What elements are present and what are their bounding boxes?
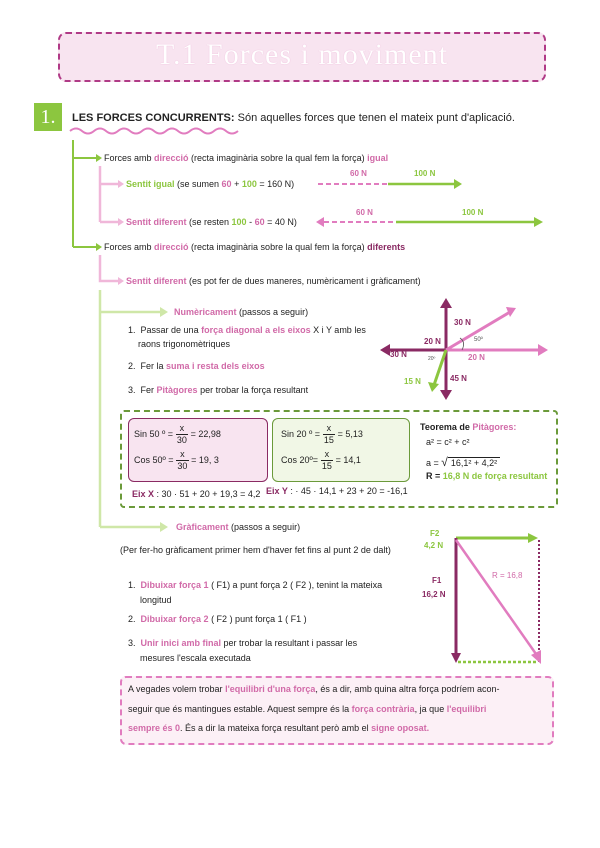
- calc1-row1: [134, 423, 221, 446]
- num-step-1-a: Passar de una: [140, 325, 202, 335]
- sentit-diferent-minus: -: [246, 217, 255, 227]
- same-direction-kw2: igual: [367, 153, 389, 163]
- graf-step-3-n: 3.: [128, 638, 136, 648]
- section-definition: Són aquelles forces que tenen el mateix punt d'aplicació.: [237, 112, 515, 124]
- vd-label-20n-right: 20 N: [468, 353, 485, 362]
- eix-x-label: Eix X: [132, 489, 155, 499]
- gd-f1-value: 16,2 N: [422, 590, 446, 599]
- pitagores-title: [420, 422, 516, 432]
- graf-step-1-n: 1.: [128, 580, 136, 590]
- eix-y-line: [266, 486, 408, 496]
- graf-step-1-kw: Dibuixar força 1: [140, 580, 209, 590]
- calc2-r2-den: 15: [321, 461, 332, 471]
- sentit-igual-line: [126, 179, 294, 189]
- same-direction-mid: (recta imaginària sobre la qual fem la força): [188, 153, 368, 163]
- arrow-label-60n-diferent: 60 N: [356, 208, 373, 217]
- arrowhead-100n-igual: [454, 179, 462, 189]
- vd-label-30n-diag: 30 N: [454, 318, 471, 327]
- arrow-label-100n-igual: 100 N: [414, 169, 436, 178]
- graficament-label: Gràficament: [176, 522, 229, 532]
- pink-arrowhead-igual: [118, 180, 124, 188]
- graf-step-1: [128, 580, 382, 590]
- calc2-r2-frac: [321, 449, 334, 472]
- pitagores-line3: [426, 471, 547, 481]
- gd-f2-value: 4,2 N: [424, 541, 444, 550]
- calc2-r1-res: = 5,13: [337, 428, 363, 439]
- num-step-2: [128, 361, 265, 371]
- graficament-line: [176, 522, 300, 532]
- sentit-igual-v1: 60: [221, 179, 232, 189]
- calc2-r1-den: 15: [323, 435, 334, 445]
- calc1-r2-frac: [176, 449, 189, 472]
- calc1-r2-den: 30: [177, 461, 188, 471]
- numericament-line: [174, 307, 308, 317]
- vd-label-20deg: 20º: [428, 356, 436, 362]
- calc1-r2-left: Cos 50º =: [134, 454, 174, 465]
- num-step-1: [128, 325, 366, 335]
- gd-r-label: R = 16,8: [492, 571, 523, 580]
- pitagores-line3-pre: R =: [426, 471, 443, 481]
- num-step-1-n: 1.: [128, 325, 136, 335]
- sentit-diferent2-line: [126, 276, 421, 286]
- graf-step-2-n: 2.: [128, 614, 136, 624]
- calc1-r1-num: x: [176, 423, 189, 435]
- vd-label-20n-up: 20 N: [424, 337, 441, 346]
- calc2-r2-res: = 14,1: [335, 454, 361, 465]
- tree-arrowhead-same: [96, 154, 102, 162]
- calc2-row2: [281, 449, 361, 472]
- graphic-diagram: [451, 533, 541, 664]
- sentit-igual-label: Sentit igual: [126, 179, 175, 189]
- pink-arrowhead-diferent-2: [118, 277, 124, 285]
- diff-direction-kw2: diferents: [367, 242, 406, 252]
- sentit-diferent-line: [126, 217, 297, 227]
- tree-arrowhead-diff: [96, 243, 102, 251]
- calc2-r1-left: Sin 20 º =: [281, 428, 321, 439]
- numericament-label: Numèricament: [174, 307, 237, 317]
- note-l1-b: , és a dir, amb quina altra força podríem acon-: [315, 684, 500, 694]
- note-l2-kw: força contrària: [351, 704, 415, 714]
- note-l1-a: A vegades volem trobar: [128, 684, 226, 694]
- graf-step-1-b: longitud: [140, 595, 172, 605]
- section-number: 1.: [34, 103, 62, 131]
- eix-x-text: : 30 · 51 + 20 + 19,3 = 4,2: [154, 489, 261, 499]
- lightgreen-arrowhead-num: [160, 307, 168, 317]
- graf-step-2: [128, 614, 307, 624]
- num-step-3-b: per trobar la força resultant: [197, 385, 309, 395]
- arrowhead-100n-diferent: [534, 217, 543, 227]
- pitagores-line2: [426, 455, 500, 469]
- pitagores-line3-kw: 16,8 N de força resultant: [442, 471, 548, 481]
- pink-branch-line-2: [100, 255, 118, 281]
- pitagores-line1: a² = c² + c²: [426, 437, 470, 447]
- num-step-3-a: Fer: [140, 385, 157, 395]
- diff-direction-pre: Forces amb: [104, 242, 155, 252]
- num-step-1-c: raons trigonomètriques: [138, 339, 231, 349]
- sentit-diferent-label: Sentit diferent: [126, 217, 187, 227]
- note-l2-a: seguir que és mantingues estable. Aquest sempre és la: [128, 704, 352, 714]
- pink-arrowhead-diferent: [118, 218, 124, 226]
- calc2-r2-left: Cos 20º=: [281, 454, 319, 465]
- calc1-r1-den: 30: [176, 435, 187, 445]
- vd-label-30n-left: 30 N: [390, 350, 407, 359]
- note-line-3: [128, 723, 429, 733]
- sentit-igual-v2: 100: [241, 179, 257, 189]
- graf-step-3-a: per trobar la resultant i passar les: [221, 638, 358, 648]
- note-line-2: [128, 704, 486, 714]
- eix-y-label: Eix Y: [266, 486, 288, 496]
- num-step-2-n: 2.: [128, 361, 136, 371]
- sentit-igual-text-b: = 160 N): [256, 179, 295, 189]
- sentit-igual-text-a: (se sumen: [174, 179, 222, 189]
- graficament-intro: (Per fer-ho gràficament primer hem d'haver fet fins al punt 2 de dalt): [120, 545, 391, 555]
- sqrt-icon: √: [441, 455, 448, 469]
- sentit-diferent-text-a: (se resten: [186, 217, 232, 227]
- same-direction-kw: direcció: [154, 153, 189, 163]
- sentit-diferent2-text: (es pot fer de dues maneres, numèricament i gràficament): [186, 276, 421, 286]
- graf-step-1-a: ( F1) a punt força 2 ( F2 ), tenint la mateixa: [208, 580, 383, 590]
- arrow-label-60n-igual: 60 N: [350, 169, 367, 178]
- gd-f1-label: F1: [432, 576, 442, 585]
- eix-x-line: [132, 489, 260, 499]
- gd-f2-label: F2: [430, 529, 440, 538]
- wavy-underline: [70, 129, 238, 134]
- note-l2-kw2: l'equilibri: [446, 704, 487, 714]
- diff-direction-kw: direcció: [154, 242, 189, 252]
- pitagores-title-pre: Teorema de: [420, 422, 473, 432]
- num-step-1-b: X i Y amb les: [310, 325, 366, 335]
- pitagores-line2-rad: 16,1² + 4,2²: [448, 457, 500, 468]
- vd-label-45n: 45 N: [450, 374, 467, 383]
- note-l3-kw2: signe oposat.: [371, 723, 430, 733]
- graficament-text: (passos a seguir): [228, 522, 301, 532]
- graf-step-2-a: ( F2 ) punt força 1 ( F1 ): [208, 614, 307, 624]
- page-title: T.1 Forces i moviment: [155, 38, 449, 71]
- vd-label-15n: 15 N: [404, 377, 421, 386]
- num-step-3: [128, 385, 308, 395]
- calc1-r1-frac: [176, 423, 189, 446]
- same-direction-pre: Forces amb: [104, 153, 155, 163]
- note-l1-kw: l'equilibri d'una força: [225, 684, 316, 694]
- num-step-3-n: 3.: [128, 385, 136, 395]
- num-step-3-kw: Pitàgores: [156, 385, 198, 395]
- graf-step-2-kw: Dibuixar força 2: [140, 614, 209, 624]
- calc2-r1-frac: [323, 423, 336, 446]
- arrow-label-100n-diferent: 100 N: [462, 208, 484, 217]
- diff-direction-line: [104, 242, 405, 252]
- sentit-diferent-v1: 100: [231, 217, 247, 227]
- section-heading: LES FORCES CONCURRENTS:: [72, 112, 235, 124]
- note-l3-kw: sempre és 0: [128, 723, 181, 733]
- calc1-r2-res: = 19, 3: [191, 454, 219, 465]
- sentit-igual-plus: +: [231, 179, 242, 189]
- calc2-r2-num: x: [321, 449, 334, 461]
- calc2-row1: [281, 423, 363, 446]
- calc1-row2: [134, 449, 219, 472]
- pitagores-title-kw: Pitàgores:: [472, 422, 517, 432]
- calc1-r1-left: Sin 50 º =: [134, 428, 174, 439]
- num-step-2-kw: suma i resta dels eixos: [166, 361, 265, 371]
- calc2-r1-num: x: [323, 423, 336, 435]
- same-direction-line: [104, 153, 388, 163]
- note-l3-a: . És a dir la mateixa força resultant però amb el: [180, 723, 372, 733]
- sentit-diferent2-label: Sentit diferent: [126, 276, 187, 286]
- num-step-2-a: Fer la: [140, 361, 167, 371]
- lightgreen-arrowhead-graf: [160, 522, 168, 532]
- num-step-1-kw: força diagonal a els eixos: [201, 325, 311, 335]
- vd-label-50deg: 50º: [474, 337, 483, 343]
- numericament-text: (passos a seguir): [236, 307, 309, 317]
- graf-step-3: [128, 638, 357, 648]
- sentit-diferent-text-b: = 40 N): [264, 217, 297, 227]
- graf-step-3-kw: Unir inici amb final: [140, 638, 222, 648]
- calc1-r1-res: = 22,98: [190, 428, 221, 439]
- graf-step-3-b: mesures l'escala executada: [140, 653, 251, 663]
- note-l2-b: , ja que: [414, 704, 447, 714]
- sentit-diferent-v2: 60: [254, 217, 265, 227]
- calc1-r2-num: x: [176, 449, 189, 461]
- note-line-1: [128, 684, 499, 694]
- diff-direction-mid: (recta imaginària sobre la qual fem la força): [188, 242, 368, 252]
- arrowhead-60n-diferent: [316, 217, 324, 227]
- eix-y-text: : · 45 · 14,1 + 23 + 20 = -16,1: [287, 486, 408, 496]
- pitagores-line2-pre: a =: [426, 458, 439, 468]
